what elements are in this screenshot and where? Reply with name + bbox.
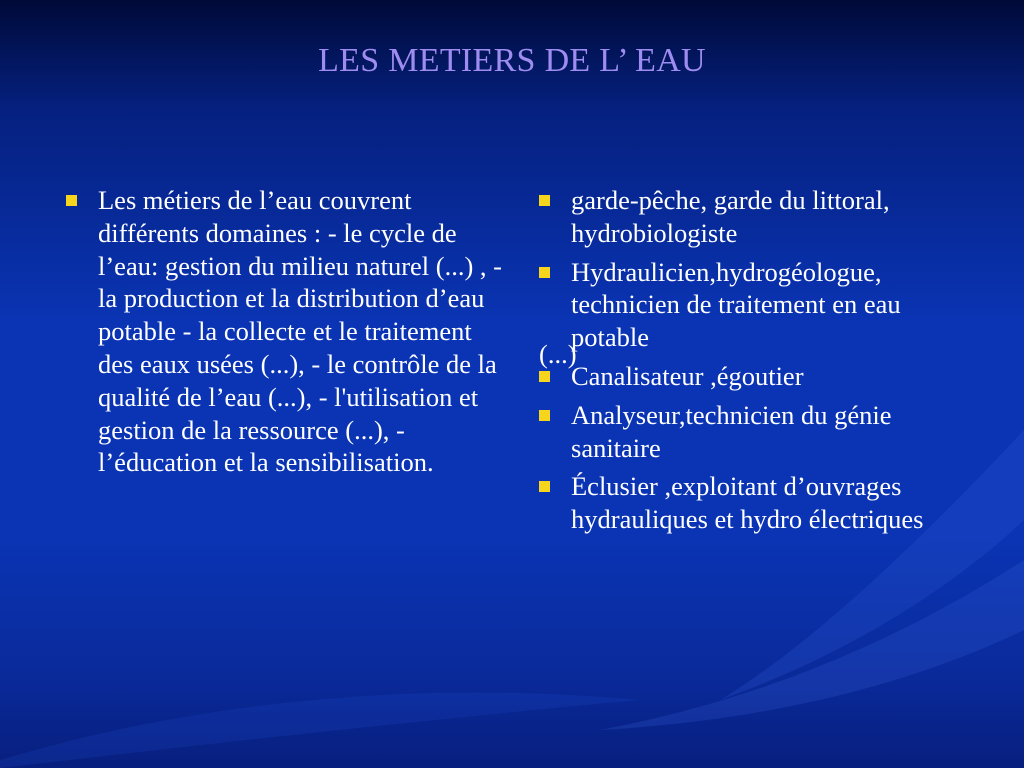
right-bullet-list [535,184,965,542]
list-item-text: Les métiers de l’eau couvrent différents domaines : - le cycle de l’eau: gestion du milieu naturel (...) , - la production et la distribution d’eau potable - la collecte et le traitement des eaux usées (...), - le contrôle de la qualité de l’eau (...), - l'utilisation et gestion de la ressource (...), - l’éducation et la sensibilisation. [98,185,503,478]
list-item [535,184,965,250]
square-bullet-icon [539,195,550,206]
list-item-text: Hydraulicien,hydrogéologue, technicien de traitement en eau potable [571,256,901,353]
square-bullet-icon [539,371,550,382]
square-bullet-icon [539,410,550,421]
list-item [535,338,965,393]
list-item-text: Canalisateur ,égoutier [571,360,804,391]
list-item [535,470,965,536]
left-bullet-list [62,184,502,485]
list-item [535,256,965,354]
list-item-text: garde-pêche, garde du littoral, hydrobiologiste [571,185,890,248]
overflow-text: (...) [539,338,577,369]
slide-title: LES METIERS DE L’ EAU [318,42,706,79]
list-item-text: Analyseur,technicien du génie sanitaire [571,399,892,463]
square-bullet-icon [539,481,550,492]
list-item [535,399,965,465]
list-item-text: Éclusier ,exploitant d’ouvrages hydrauliques et hydro électriques [571,471,924,535]
square-bullet-icon [539,267,550,278]
list-item [62,184,502,479]
square-bullet-icon [66,195,77,206]
